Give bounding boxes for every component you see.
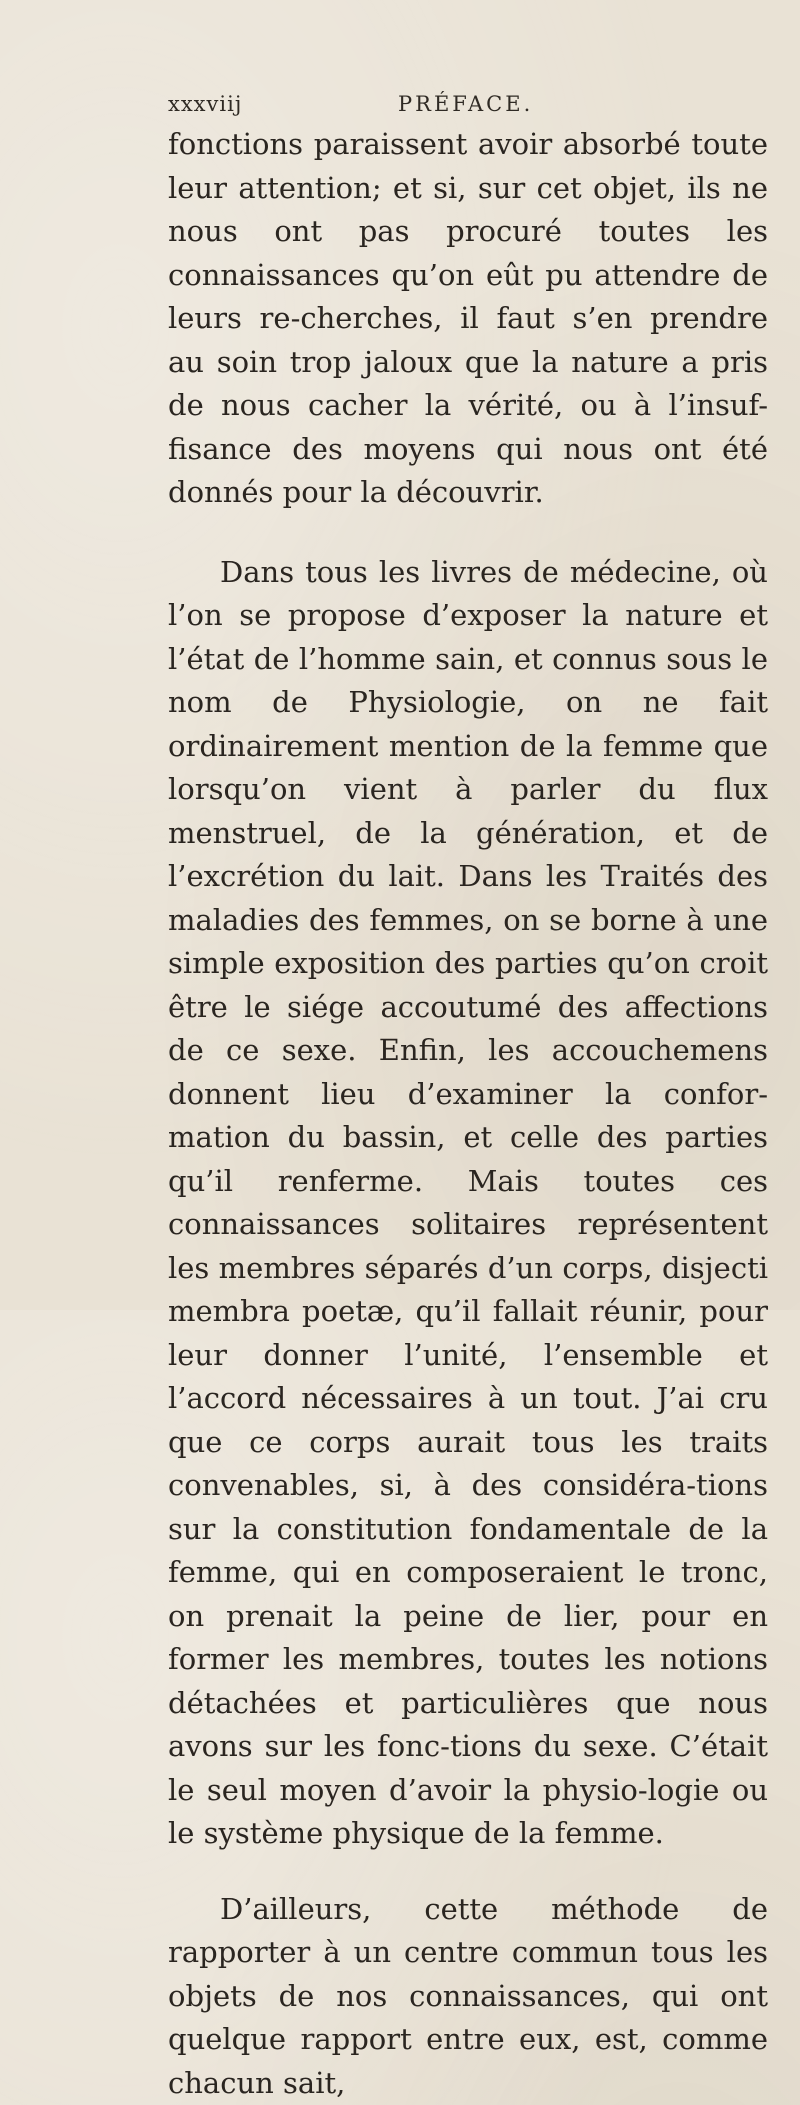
page-header	[168, 92, 768, 122]
page-number: xxxviij	[168, 92, 242, 116]
paragraph-3: D’ailleurs, cette méthode de rapporter à un centre commun tous les objets de nos connaissances, qui ont quelque rapport entre eux, est, comme chacun sait,	[168, 1888, 768, 2105]
paragraph-1: fonctions paraissent avoir absorbé toute leur attention; et si, sur cet objet, ils ne nous ont pas procuré toutes les connaissances qu’on eût pu attendre de leurs re-cherches, il faut s’en prendre au soin trop jaloux que la nature a pris de nous cacher la vérité, ou à l’insuf-fisance des moyens qui nous ont été donnés pour la découvrir.	[168, 123, 768, 515]
running-title: PRÉFACE.	[398, 92, 533, 116]
body-text	[168, 123, 768, 2105]
paragraph-2: Dans tous les livres de médecine, où l’on se propose d’exposer la nature et l’état de l’homme sain, et connus sous le nom de Physiologie, on ne fait ordinairement mention de la femme que lorsqu’on vient à parler du flux menstruel, de la génération, et de l’excrétion du lait. Dans les Traités des maladies des femmes, on se borne à une simple exposition des parties qu’on croit être le siége accoutumé des affections de ce sexe. Enfin, les accouchemens donnent lieu d’examiner la confor-mation du bassin, et celle des parties qu’il renferme. Mais toutes ces connaissances solitaires représentent les membres séparés d’un corps, disjecti membra poetæ, qu’il fallait réunir, pour leur donner l’unité, l’ensemble et l’accord nécessaires à un tout. J’ai cru que ce corps aurait tous les traits convenables, si, à des considéra-tions sur la constitution fondamentale de la femme, qui en composeraient le tronc, on prenait la peine de lier, pour en former les membres, toutes les notions détachées et particulières que nous avons sur les fonc-tions du sexe. C’était le seul moyen d’avoir la physio-logie ou le système physique de la femme.	[168, 551, 768, 1856]
